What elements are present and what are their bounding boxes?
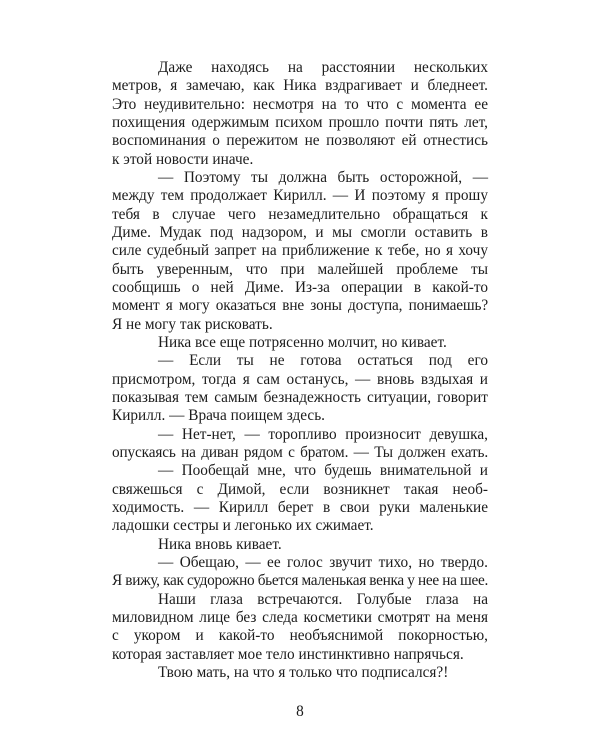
text-line: — Если ты не готова остаться под его [158,352,488,370]
text-line: воспоминания о пережитом не позволяют ей отнестись [112,132,488,150]
paragraph [112,554,488,591]
paragraph [112,59,488,169]
text-line: с укором и какой-то необъяснимой покорностью, [112,627,488,645]
page-number: 8 [296,703,304,720]
paragraph [112,334,488,352]
text-line: к этой новости иначе. [112,150,254,168]
text-line: — Пообещай мне, что будешь внимательной и [158,462,488,480]
text-line: Ника вновь кивает. [158,535,282,553]
body-text [112,59,488,682]
text-line: присмотром, тогда я сам останусь, — вновь вздыхая и [112,370,488,388]
paragraph [112,462,488,535]
text-line: — Обещаю, — ее голос звучит тихо, но твердо. [158,553,488,571]
text-line: Это неудивительно: несмотря на то что с момента ее [112,95,488,113]
paragraph [112,536,488,554]
paragraph [112,169,488,334]
text-line: Твою мать, на что я только что подписался?! [158,663,449,681]
text-line: Диме. Мудак под надзором, и мы смогли оставить в [112,223,488,241]
text-line: Я вижу, как судорожно бьется маленькая венка у нее на шее. [112,572,488,590]
paragraph [112,426,488,463]
text-line: Даже находясь на расстоянии нескольких [158,59,488,76]
text-line: опускаясь на диван рядом с братом. — Ты должен ехать. [112,443,488,461]
text-line: — Нет-нет, — торопливо произносит девушка, [158,425,488,443]
text-line: Ника все еще потрясенно молчит, но кивает. [158,333,447,351]
paragraph [112,664,488,682]
text-line: миловидном лице без следа косметики смотрят на меня [112,608,488,626]
text-line: быть уверенным, что при малейшей проблеме ты [112,260,488,278]
text-line: Кирилл. — Врача поищем здесь. [112,407,325,425]
paragraph [112,352,488,425]
text-line: свяжешься с Димой, если возникнет такая необ- [112,480,488,498]
text-line: которая заставляет мое тело инстинктивно напрячься. [112,645,464,663]
text-line: тебя в случае чего незамедлительно обращаться к [112,205,488,223]
text-line: Наши глаза встречаются. Голубые глаза на [158,590,488,608]
text-line: момент я могу оказаться вне зоны доступа, понимаешь? [112,297,488,315]
text-line: сообщишь о ней Диме. Из-за операции в какой-то [112,278,488,296]
text-line: между тем продолжает Кирилл. — И поэтому я прошу [112,187,488,205]
text-line: — Поэтому ты должна быть осторожной, — [158,168,488,186]
text-line: силе судебный запрет на приближение к тебе, но я хочу [112,242,488,260]
text-line: похищения одержимым психом прошло почти пять лет, [112,113,488,131]
text-line: метров, я замечаю, как Ника вздрагивает и бледнеет. [112,77,488,95]
text-line: показывая тем самым безнадежность ситуации, говорит [112,388,488,406]
text-line: ладошки сестры и легонько их сжимает. [112,517,374,535]
text-line: ходимость. — Кирилл берет в свои руки маленькие [112,498,488,516]
paragraph [112,591,488,664]
text-line: Я не могу так рисковать. [112,315,273,333]
